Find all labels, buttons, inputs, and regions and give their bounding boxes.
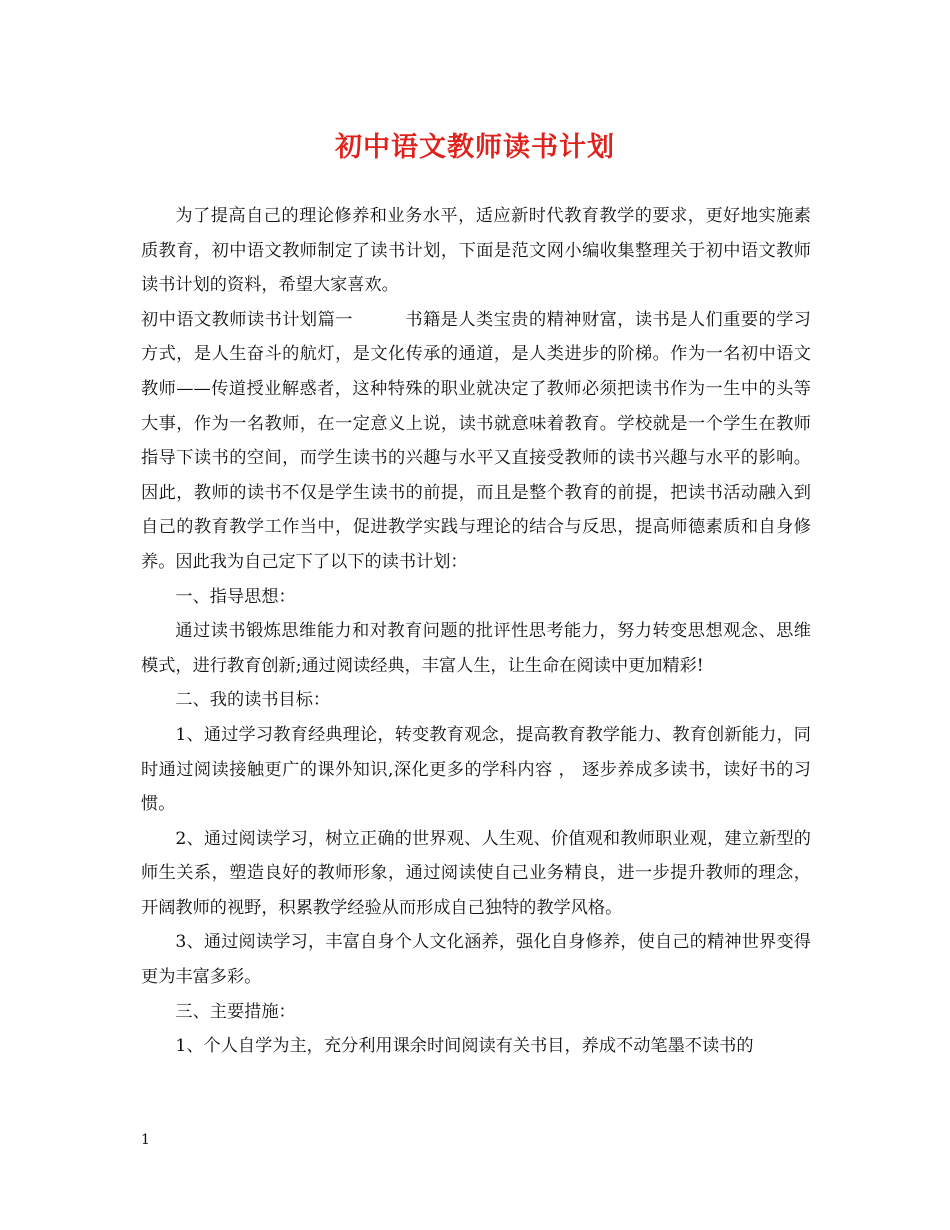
section-text: 书籍是人类宝贵的精神财富，读书是人们重要的学习方式，是人生奋斗的航灯，是文化传承的通道，是人类进步的阶梯。作为一名初中语文教师——传道授业解惑者，这种特殊的职业就决定了教师必须把读书作为一生中的头等大事，作为一名教师，在一定意义上说，读书就意味着教育。学校就是一个学生在教师指导下读书的空间，而学生读书的兴趣与水平又直接受教师的读书兴趣与水平的影响。因此，教师的读书不仅是学生读书的前提，而且是整个教育的前提，把读书活动融入到自己的教育教学工作当中，促进教学实践与理论的结合与反思，提高师德素质和自身修养。因此我为自己定下了以下的读书计划：: [141, 309, 811, 572]
heading-guiding-thought: 一、指导思想：: [175, 586, 296, 607]
guiding-thought-paragraph: 通过读书锻炼思维能力和对教育问题的批评性思考能力，努力转变思想观念、思维模式，进行教育创新;通过阅读经典，丰富人生，让生命在阅读中更加精彩!: [141, 621, 811, 676]
document-body: [141, 199, 811, 1064]
heading-reading-goals: 二、我的读书目标：: [175, 690, 331, 711]
measure-item: 1、个人自学为主，充分利用课余时间阅读有关书目，养成不动笔墨不读书的: [175, 1036, 754, 1057]
goal-item: 1、通过学习教育经典理论，转变教育观念，提高教育教学能力、教育创新能力，同时通过阅读接触更广的课外知识,深化更多的学科内容 ， 逐步养成多读书，读好书的习惯。: [141, 724, 811, 815]
document-title: 初中语文教师读书计划: [335, 132, 615, 163]
page-number: 1: [141, 1132, 150, 1148]
heading-main-measures: 三、主要措施：: [175, 1001, 296, 1022]
goal-item: 2、通过阅读学习，树立正确的世界观、人生观、价值观和教师职业观，建立新型的师生关系，塑造良好的教师形象，通过阅读使自己业务精良，进一步提升教师的理念，开阔教师的视野，积累教学经验从而形成自己独特的教学风格。: [141, 828, 811, 918]
section-paragraph: [141, 303, 811, 580]
section-label: 初中语文教师读书计划篇一: [141, 309, 353, 330]
goal-item: 3、通过阅读学习，丰富自身个人文化涵养，强化自身修养，使自己的精神世界变得更为丰富多彩。: [141, 932, 811, 988]
intro-paragraph: 为了提高自己的理论修养和业务水平，适应新时代教育教学的要求，更好地实施素质教育，初中语文教师制定了读书计划，下面是范文网小编收集整理关于初中语文教师读书计划的资料，希望大家喜欢。: [141, 206, 811, 296]
